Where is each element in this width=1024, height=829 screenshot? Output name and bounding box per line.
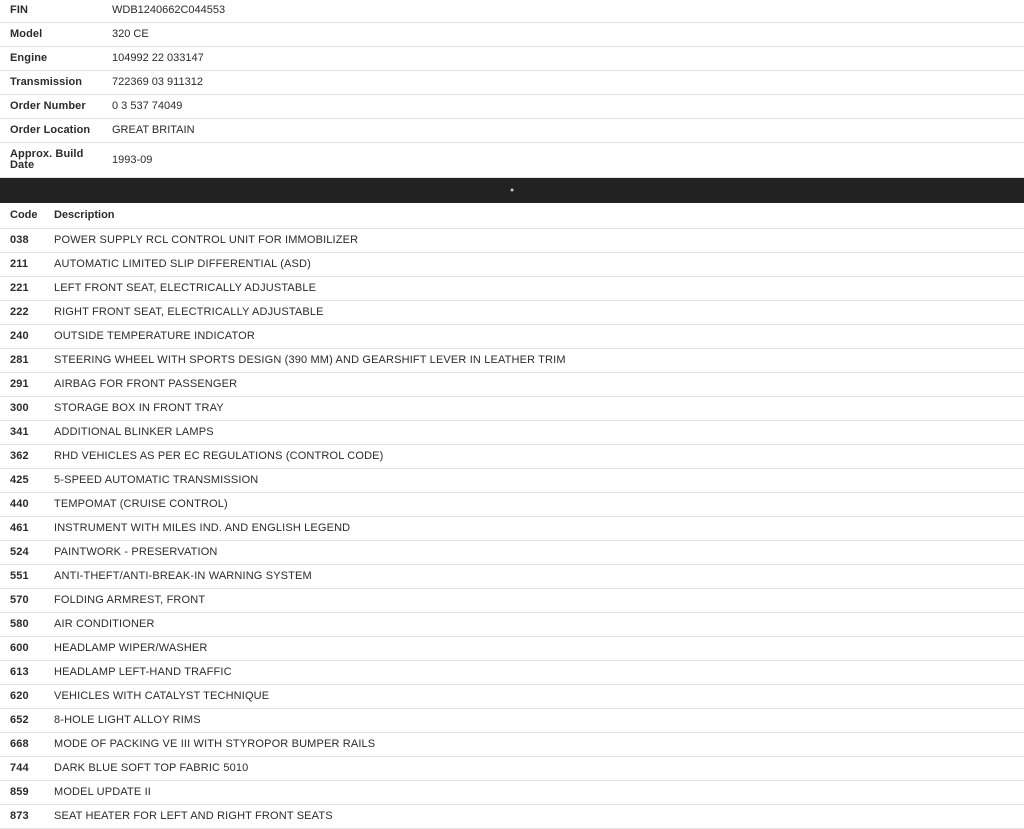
option-code: 221 — [10, 282, 29, 294]
option-code: 362 — [10, 450, 29, 462]
option-description: AIRBAG FOR FRONT PASSENGER — [54, 378, 238, 390]
vehicle-info-label: Approx. Build Date — [10, 148, 84, 171]
option-description: 5-SPEED AUTOMATIC TRANSMISSION — [54, 474, 259, 486]
option-code: 300 — [10, 402, 29, 414]
vehicle-info-value: 0 3 537 74049 — [112, 100, 183, 112]
option-code: 744 — [10, 762, 29, 774]
option-code: 668 — [10, 738, 29, 750]
option-description: HEADLAMP WIPER/WASHER — [54, 642, 208, 654]
table-row — [0, 349, 1024, 373]
option-code: 291 — [10, 378, 29, 390]
table-row — [0, 661, 1024, 685]
table-row — [0, 301, 1024, 325]
table-row — [0, 517, 1024, 541]
option-code: 461 — [10, 522, 29, 534]
table-row — [0, 757, 1024, 781]
vehicle-info-value: 1993-09 — [112, 153, 153, 166]
vehicle-info-table — [0, 0, 1024, 178]
vehicle-info-row — [0, 47, 1024, 71]
table-row — [0, 397, 1024, 421]
table-row — [0, 493, 1024, 517]
table-row — [0, 805, 1024, 829]
table-row — [0, 637, 1024, 661]
option-code: 652 — [10, 714, 29, 726]
vehicle-info-row — [0, 23, 1024, 47]
table-row — [0, 685, 1024, 709]
vehicle-info-value: 104992 22 033147 — [112, 52, 204, 64]
option-description: ADDITIONAL BLINKER LAMPS — [54, 426, 214, 438]
table-row — [0, 229, 1024, 253]
table-row — [0, 733, 1024, 757]
option-description: INSTRUMENT WITH MILES IND. AND ENGLISH LEGEND — [54, 522, 351, 534]
table-row — [0, 421, 1024, 445]
option-codes-body — [0, 229, 1024, 829]
option-code: 873 — [10, 810, 29, 822]
option-description: VEHICLES WITH CATALYST TECHNIQUE — [54, 690, 270, 702]
option-code: 038 — [10, 234, 29, 246]
vehicle-info-value: GREAT BRITAIN — [112, 124, 195, 136]
option-description: FOLDING ARMREST, FRONT — [54, 594, 206, 606]
column-header-code: Code — [10, 209, 38, 221]
vehicle-info-row — [0, 71, 1024, 95]
option-code: 620 — [10, 690, 29, 702]
vehicle-info-label: Model — [10, 28, 43, 40]
option-description: AUTOMATIC LIMITED SLIP DIFFERENTIAL (ASD) — [54, 258, 311, 270]
table-row — [0, 709, 1024, 733]
table-row — [0, 565, 1024, 589]
option-description: MODE OF PACKING VE III WITH STYROPOR BUMPER RAILS — [54, 738, 376, 750]
option-description: SEAT HEATER FOR LEFT AND RIGHT FRONT SEATS — [54, 810, 333, 822]
option-code: 600 — [10, 642, 29, 654]
option-description: OUTSIDE TEMPERATURE INDICATOR — [54, 330, 255, 342]
separator-dot-icon: • — [510, 184, 514, 196]
option-description: STORAGE BOX IN FRONT TRAY — [54, 402, 224, 414]
option-code: 859 — [10, 786, 29, 798]
table-row — [0, 613, 1024, 637]
column-header-description: Description — [54, 209, 115, 221]
vehicle-info-label: Transmission — [10, 76, 83, 88]
option-codes-header — [0, 203, 1024, 229]
option-code: 580 — [10, 618, 29, 630]
table-row — [0, 541, 1024, 565]
option-code: 440 — [10, 498, 29, 510]
vehicle-info-row — [0, 95, 1024, 119]
vehicle-info-label: FIN — [10, 4, 29, 16]
table-row — [0, 445, 1024, 469]
table-header-row — [0, 203, 1024, 229]
vehicle-info-row — [0, 143, 1024, 178]
option-code: 341 — [10, 426, 29, 438]
vehicle-info-row — [0, 0, 1024, 23]
option-description: RIGHT FRONT SEAT, ELECTRICALLY ADJUSTABLE — [54, 306, 324, 318]
option-description: MODEL UPDATE II — [54, 786, 151, 798]
option-codes-table — [0, 203, 1024, 829]
option-code: 570 — [10, 594, 29, 606]
vehicle-info-label: Order Location — [10, 124, 91, 136]
table-row — [0, 277, 1024, 301]
option-description: ANTI-THEFT/ANTI-BREAK-IN WARNING SYSTEM — [54, 570, 312, 582]
option-code: 281 — [10, 354, 29, 366]
option-description: RHD VEHICLES AS PER EC REGULATIONS (CONTROL CODE) — [54, 450, 384, 462]
table-row — [0, 325, 1024, 349]
table-row — [0, 469, 1024, 493]
vehicle-info-value: 722369 03 911312 — [112, 76, 203, 88]
option-code: 551 — [10, 570, 29, 582]
vehicle-info-body — [0, 0, 1024, 178]
option-description: TEMPOMAT (CRUISE CONTROL) — [54, 498, 228, 510]
table-row — [0, 781, 1024, 805]
vehicle-info-value: 320 CE — [112, 28, 149, 40]
option-description: LEFT FRONT SEAT, ELECTRICALLY ADJUSTABLE — [54, 282, 317, 294]
option-code: 613 — [10, 666, 29, 678]
vehicle-info-row — [0, 119, 1024, 143]
option-description: 8-HOLE LIGHT ALLOY RIMS — [54, 714, 201, 726]
option-code: 425 — [10, 474, 29, 486]
option-code: 222 — [10, 306, 29, 318]
option-code: 240 — [10, 330, 29, 342]
option-code: 211 — [10, 258, 29, 270]
table-row — [0, 373, 1024, 397]
option-code: 524 — [10, 546, 29, 558]
option-description: HEADLAMP LEFT-HAND TRAFFIC — [54, 666, 232, 678]
option-description: STEERING WHEEL WITH SPORTS DESIGN (390 MM) AND GEARSHIFT LEVER IN LEATHER TRIM — [54, 354, 566, 366]
section-separator-band — [0, 178, 1024, 203]
table-row — [0, 253, 1024, 277]
vehicle-info-label: Order Number — [10, 100, 86, 112]
option-description: POWER SUPPLY RCL CONTROL UNIT FOR IMMOBILIZER — [54, 234, 359, 246]
option-description: DARK BLUE SOFT TOP FABRIC 5010 — [54, 762, 249, 774]
option-description: PAINTWORK - PRESERVATION — [54, 546, 218, 558]
option-description: AIR CONDITIONER — [54, 618, 155, 630]
vehicle-info-value: WDB1240662C044553 — [112, 4, 226, 16]
vehicle-info-label: Engine — [10, 52, 48, 64]
table-row — [0, 589, 1024, 613]
